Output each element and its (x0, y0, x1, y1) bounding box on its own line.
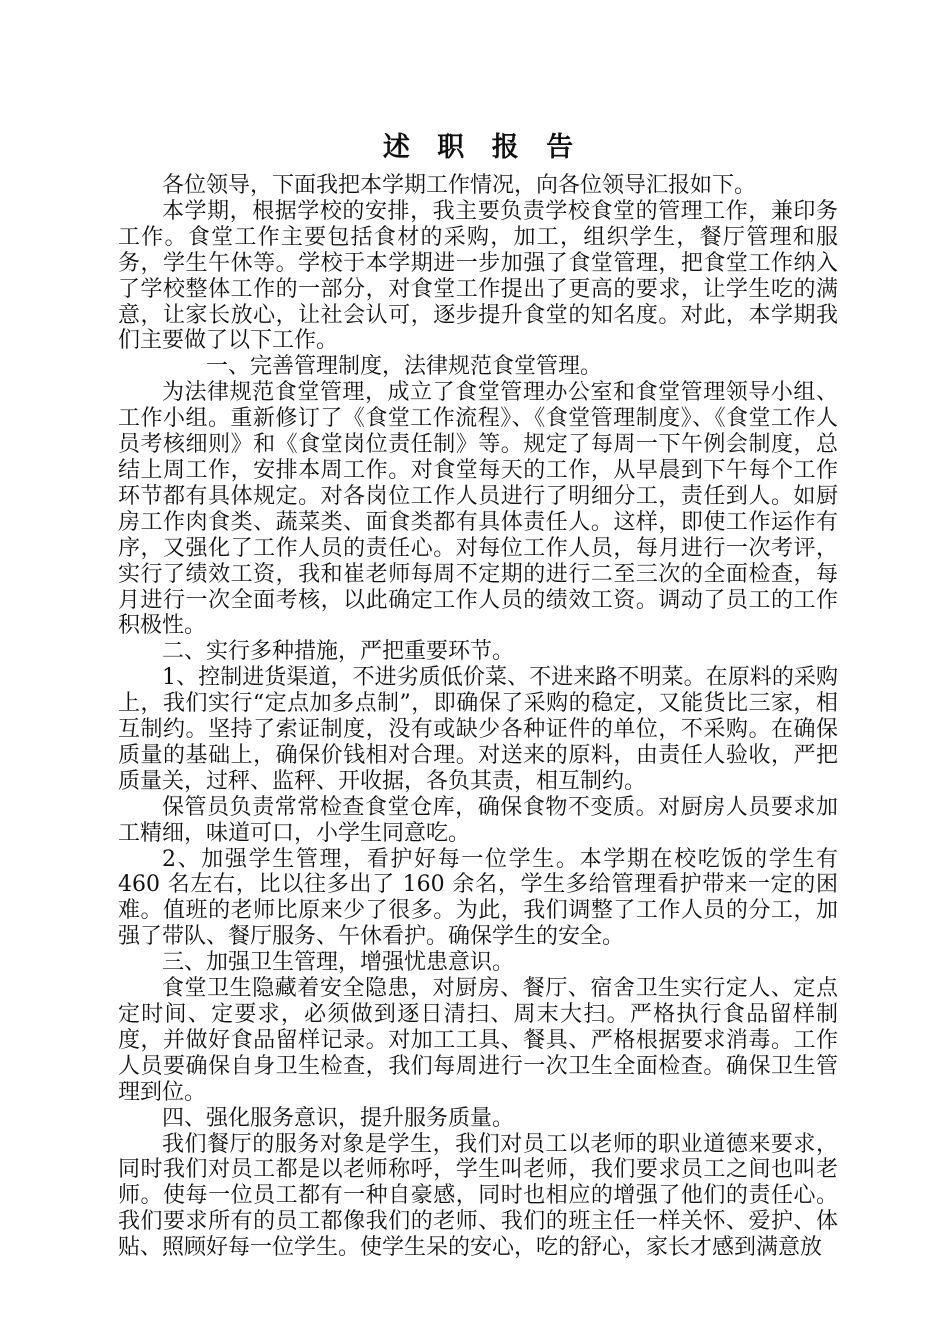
paragraph-purchasing: 1、控制进货渠道，不进劣质低价菜、不进来路不明菜。在原料的采购上，我们实行“定点加多点制”，即确保了采购的稳定，又能货比三家，相互制约。坚持了索证制度，没有或缺少各种证件的单位，不采购。在确保质量的基础上，确保价钱相对合理。对送来的原料，由责任人验收，严把质量关，过秤、监秤、开收据，各负其责，相互制约。 (118, 665, 838, 794)
paragraph-service: 我们餐厅的服务对象是学生，我们对员工以老师的职业道德来要求，同时我们对员工都是以老师称呼，学生叫老师，我们要求员工之间也叫老师。使每一位员工都有一种自豪感，同时也相应的增强了他们的责任心。我们要求所有的员工都像我们的老师、我们的班主任一样关怀、爱护、体贴、照顾好每一位学生。使学生呆的安心，吃的舒心，家长才感到满意放 (118, 1131, 838, 1261)
paragraph-storage: 保管员负责常常检查食堂仓库，确保食物不变质。对厨房人员要求加工精细，味道可口，小学生同意吃。 (118, 794, 838, 846)
paragraph-section-1: 为法律规范食堂管理，成立了食堂管理办公室和食堂管理领导小组、工作小组。重新修订了《食堂工作流程》、《食堂管理制度》、《食堂工作人员考核细则》和《食堂岗位责任制》等。规定了每周一下午例会制度，总结上周工作，安排本周工作。对食堂每天的工作，从早晨到下午每个工作环节都有具体规定。对各岗位工作人员进行了明细分工，责任到人。如厨房工作肉食类、蔬菜类、面食类都有具体责任人。这样，即使工作运作有序，又强化了工作人员的责任心。对每位工作人员，每月进行一次考评，实行了绩效工资，我和崔老师每周不定期的进行二至三次的全面检查，每月进行一次全面考核，以此确定工作人员的绩效工资。调动了员工的工作积极性。 (118, 380, 838, 639)
paragraph-hygiene: 食堂卫生隐藏着安全隐患，对厨房、餐厅、宿舍卫生实行定人、定点定时间、定要求，必须做到逐日清扫、周末大扫。严格执行食品留样制度，并做好食品留样记录。对加工工具、餐具、严格根据要求消毒。工作人员要确保自身卫生检查，我们每周进行一次卫生全面检查。确保卫生管理到位。 (118, 976, 838, 1105)
section-heading-2: 二、实行多种措施，严把重要环节。 (162, 639, 515, 665)
paragraph-greeting: 各位领导，下面我把本学期工作情况，向各位领导汇报如下。 (162, 173, 757, 198)
section-heading-3: 三、加强卫生管理，增强忧患意识。 (162, 950, 515, 976)
paragraph-intro: 本学期，根据学校的安排，我主要负责学校食堂的管理工作，兼印务工作。食堂工作主要包括食材的采购，加工，组织学生，餐厅管理和服务，学生午休等。学校于本学期进一步加强了食堂管理，把食堂工作纳入了学校整体工作的一部分，对食堂工作提出了更高的要求，让学生吃的满意，让家长放心，让社会认可，逐步提升食堂的知名度。对此，本学期我们主要做了以下工作。 (118, 198, 838, 354)
paragraph-student-management: 2、加强学生管理，看护好每一位学生。本学期在校吃饭的学生有 460 名左右，比以往多出了 160 余名，学生多给管理看护带来一定的困难。值班的老师比原来少了很多。为此，我们调整了工作人员的分工，加强了带队、餐厅服务、午休看护。确保学生的安全。 (118, 846, 838, 950)
document-body (118, 128, 838, 1261)
section-heading-4: 四、强化服务意识，提升服务质量。 (162, 1105, 515, 1131)
section-heading-1: 一、完善管理制度，法律规范食堂管理。 (206, 354, 603, 380)
document-title: 述 职 报 告 (382, 132, 583, 163)
